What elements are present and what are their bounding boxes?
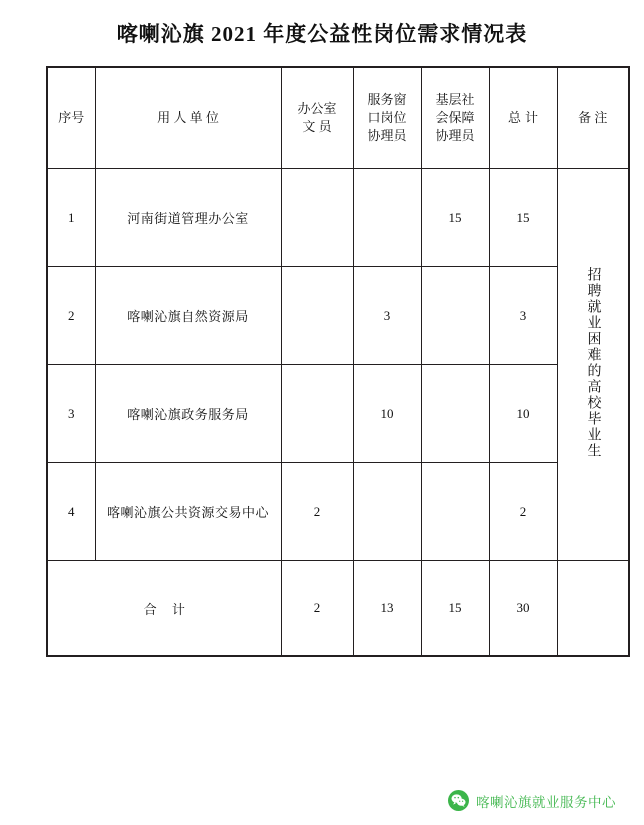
column-header-unit-label: 用 人 单 位 [157, 110, 219, 126]
cell-service-window [353, 169, 421, 267]
cell-social-security: 15 [421, 169, 489, 267]
wechat-account-name: 喀喇沁旗就业服务中心 [476, 794, 616, 810]
column-header-service-window-line1: 服务窗 [367, 91, 407, 107]
cell-service-window: 10 [353, 365, 421, 463]
cell-service-window: 3 [353, 267, 421, 365]
footer [0, 790, 644, 811]
table-row [47, 267, 629, 365]
cell-social-security [421, 365, 489, 463]
summary-total: 30 [489, 561, 557, 657]
column-header-social-security [421, 67, 489, 169]
summary-label: 合 计 [47, 561, 281, 657]
table-container [46, 66, 608, 657]
table-header-row [47, 67, 629, 169]
column-header-seq [47, 67, 95, 169]
column-header-service-window [353, 67, 421, 169]
cell-remark-merged [557, 169, 629, 561]
cell-service-window [353, 463, 421, 561]
summary-service-window: 13 [353, 561, 421, 657]
column-header-social-security-line3: 协理员 [435, 128, 475, 144]
cell-total: 10 [489, 365, 557, 463]
column-header-office-clerk-line1: 办公室 [297, 100, 337, 116]
summary-office-clerk: 2 [281, 561, 353, 657]
column-header-office-clerk-line2: 文 员 [302, 119, 332, 134]
cell-total: 2 [489, 463, 557, 561]
column-header-total-label: 总计 [507, 110, 542, 126]
cell-seq: 1 [47, 169, 95, 267]
wechat-icon [448, 790, 469, 811]
table-row [47, 365, 629, 463]
job-demand-table [46, 66, 630, 657]
document-page [0, 18, 644, 825]
cell-office-clerk [281, 267, 353, 365]
cell-social-security [421, 267, 489, 365]
cell-unit: 河南街道管理办公室 [95, 169, 281, 267]
cell-social-security [421, 463, 489, 561]
cell-unit: 喀喇沁旗政务服务局 [95, 365, 281, 463]
table-header [47, 67, 629, 169]
column-header-total [489, 67, 557, 169]
column-header-service-window-line3: 协理员 [367, 128, 407, 144]
column-header-service-window-line2: 口岗位 [367, 109, 407, 125]
column-header-remark-label: 备 注 [578, 110, 608, 126]
cell-office-clerk [281, 169, 353, 267]
column-header-remark [557, 67, 629, 169]
cell-total: 15 [489, 169, 557, 267]
cell-total: 3 [489, 267, 557, 365]
cell-seq: 2 [47, 267, 95, 365]
column-header-social-security-line1: 基层社 [435, 91, 475, 107]
cell-seq: 4 [47, 463, 95, 561]
wechat-account-badge[interactable] [448, 790, 616, 811]
table-row [47, 463, 629, 561]
column-header-seq-label: 序号 [58, 109, 85, 125]
column-header-office-clerk [281, 67, 353, 169]
cell-unit: 喀喇沁旗自然资源局 [95, 267, 281, 365]
table-row [47, 169, 629, 267]
column-header-social-security-line2: 会保障 [435, 109, 475, 125]
remark-vertical-text: 招聘就业困难的高校毕业生 [585, 266, 601, 459]
summary-social-security: 15 [421, 561, 489, 657]
table-summary-row [47, 561, 629, 657]
cell-office-clerk: 2 [281, 463, 353, 561]
cell-unit: 喀喇沁旗公共资源交易中心 [95, 463, 281, 561]
column-header-unit [95, 67, 281, 169]
page-title: 喀喇沁旗 2021 年度公益性岗位需求情况表 [116, 22, 528, 46]
cell-office-clerk [281, 365, 353, 463]
table-body [47, 169, 629, 657]
cell-seq: 3 [47, 365, 95, 463]
summary-remark [557, 561, 629, 657]
